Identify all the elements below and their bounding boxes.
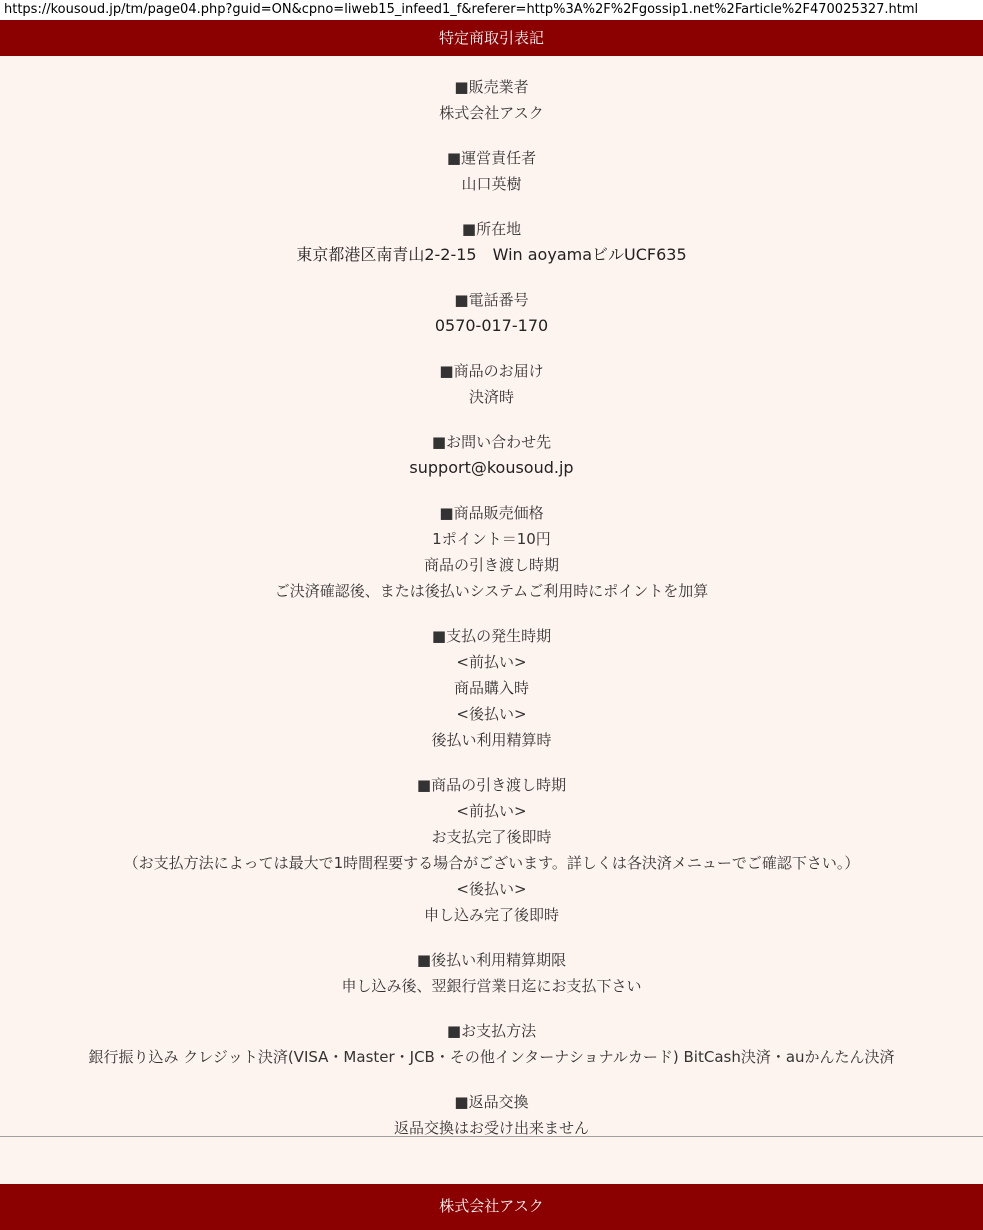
page-footer [0,1184,983,1230]
section-value: 銀行振り込み クレジット決済(VISA・Master・JCB・その他インターナショナルカード) BitCash決済・auかんたん決済 [88,1048,895,1066]
section-handover-timing [0,772,983,928]
section-value: <前払い> [456,653,527,671]
section-payment-methods [0,1018,983,1070]
section-value: 返品交換はお受け出来ません [393,1119,589,1137]
page-title: 特定商取引表記 [438,29,544,47]
section-value: 山口英樹 [461,175,522,193]
section-price [0,500,983,604]
section-seller [0,74,983,126]
section-address [0,216,983,268]
section-heading: ■所在地 [461,220,522,238]
section-value: 申し込み後、翌銀行営業日迄にお支払下さい [341,977,642,995]
section-value: 申し込み完了後即時 [423,906,559,924]
page-header [0,20,983,56]
section-returns [0,1089,983,1141]
section-value: 決済時 [468,388,514,406]
url-bar[interactable]: https://kousoud.jp/tm/page04.php?guid=ON&cpno=liweb15_infeed1_f&referer=http%3A%2F%2Fgossip1.net%2Farticle%2F470025327.html [0,0,983,20]
section-deferred-deadline [0,947,983,999]
section-phone [0,287,983,339]
section-contact [0,429,983,481]
section-payment-timing [0,623,983,753]
section-heading: ■販売業者 [454,78,529,96]
section-value: <後払い> [456,705,527,723]
section-value: 後払い利用精算時 [431,731,552,749]
section-heading: ■お問い合わせ先 [431,433,552,451]
section-value: （お支払方法によっては最大で1時間程要する場合がございます。詳しくは各決済メニューでご確認下さい。） [123,854,860,872]
section-heading: ■お支払方法 [446,1022,537,1040]
section-heading: ■後払い利用精算期限 [416,951,567,969]
section-heading: ■支払の発生時期 [431,627,552,645]
phone-number: 0570-017-170 [434,316,549,335]
section-value: ご決済確認後、または後払いシステムご利用時にポイントを加算 [274,582,709,600]
section-heading: ■商品のお届け [439,362,544,380]
footer-company: 株式会社アスク [439,1197,544,1215]
section-heading: ■運営責任者 [446,149,537,167]
section-value: 商品の引き渡し時期 [423,556,559,574]
section-value: お支払完了後即時 [431,828,552,846]
section-delivery [0,358,983,410]
section-manager [0,145,983,197]
section-heading: ■返品交換 [454,1093,529,1111]
section-value: 株式会社アスク [439,104,544,122]
section-value: 商品購入時 [453,679,529,697]
section-heading: ■電話番号 [454,291,529,309]
legal-notice-content [0,74,983,1160]
section-value: <後払い> [456,880,527,898]
section-value: <前払い> [456,802,527,820]
section-heading: ■商品販売価格 [439,504,544,522]
section-heading: ■商品の引き渡し時期 [416,776,567,794]
divider [0,1136,983,1137]
section-value: 1ポイント＝10円 [432,530,551,548]
section-value: 東京都港区南青山2-2-15 Win aoyamaビルUCF635 [296,245,687,264]
contact-email: support@kousoud.jp [409,458,574,477]
